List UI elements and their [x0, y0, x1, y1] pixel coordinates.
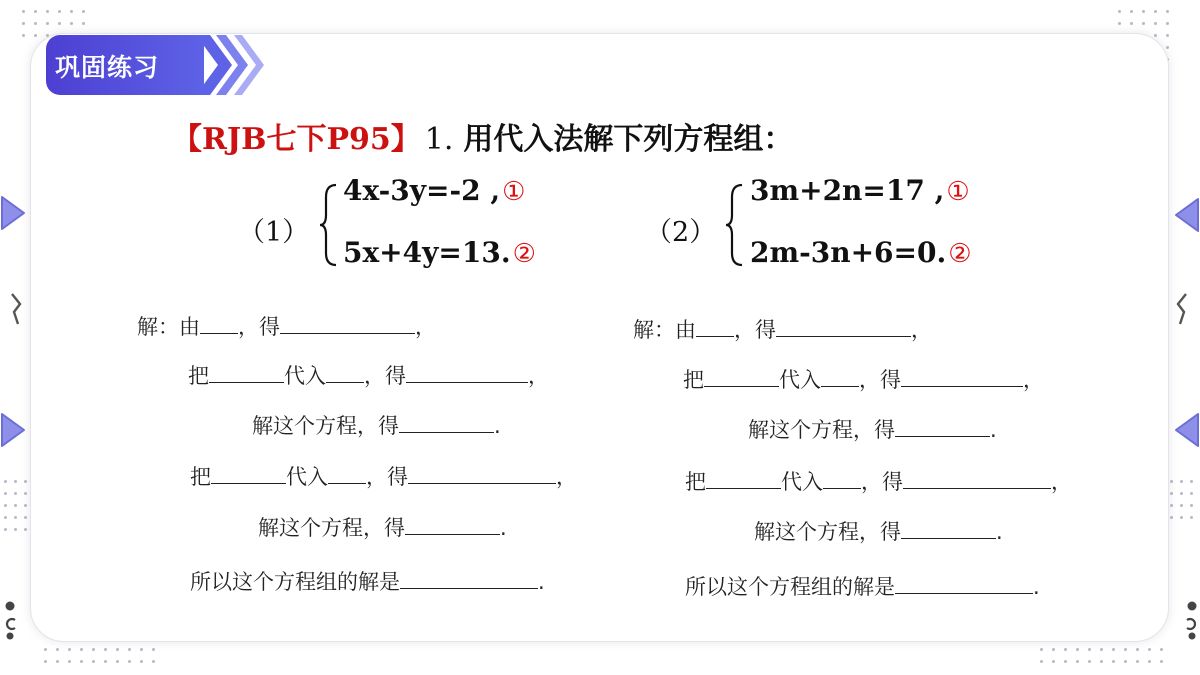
left-triangle-icon: [0, 410, 26, 450]
solution-line: 解这个方程，得 .: [258, 516, 507, 540]
circled-one: ①: [946, 177, 970, 207]
right-triangle-icon: [1174, 410, 1200, 450]
left-brace-icon: [724, 183, 746, 267]
answer-blank[interactable]: [895, 573, 1033, 594]
textbook-reference: 【RJB七下P95】: [172, 122, 421, 157]
answer-blank[interactable]: [776, 316, 911, 337]
left-triangle-icon: [0, 193, 26, 233]
squiggle-icon: [8, 292, 26, 326]
equation-2: 2m-3n+6=0.②: [750, 236, 972, 269]
answer-blank[interactable]: [696, 316, 734, 337]
problem-label: （1）: [238, 217, 310, 248]
answer-blank[interactable]: [405, 514, 500, 535]
equation-1: 3m+2n=17 ,①: [750, 174, 970, 207]
answer-blank[interactable]: [706, 468, 781, 489]
answer-blank[interactable]: [399, 412, 494, 433]
answer-blank[interactable]: [821, 366, 859, 387]
question-text: 用代入法解下列方程组：: [463, 122, 794, 157]
answer-blank[interactable]: [209, 362, 284, 383]
circled-two: ②: [512, 239, 536, 269]
section-title: 巩固练习: [55, 53, 160, 82]
circled-one: ①: [502, 177, 526, 207]
solution-line: 把 代入 ，得 ，: [188, 364, 549, 388]
answer-blank[interactable]: [280, 313, 415, 334]
squiggle-icon: [1172, 292, 1190, 326]
right-triangle-icon: [1174, 195, 1200, 235]
answer-blank[interactable]: [901, 366, 1023, 387]
solution-line: 所以这个方程组的解是 .: [190, 570, 545, 594]
answer-blank[interactable]: [326, 362, 364, 383]
dot-cluster-icon: [2, 600, 20, 640]
solution-line: 把 代入 ，得 ，: [685, 470, 1072, 494]
left-brace-icon: [318, 183, 340, 267]
solution-line: 把 代入 ，得 ，: [190, 465, 577, 489]
answer-blank[interactable]: [328, 463, 366, 484]
answer-blank[interactable]: [895, 416, 990, 437]
dot-grid-right-side: [1170, 480, 1194, 540]
question-title: [172, 114, 793, 158]
equation-2: 5x+4y=13.②: [343, 236, 536, 269]
solution-line: 解这个方程，得 .: [754, 520, 1003, 544]
dot-cluster-icon: [1182, 600, 1200, 640]
circled-two: ②: [948, 239, 972, 269]
dot-grid-left-side: [4, 480, 28, 540]
answer-blank[interactable]: [704, 366, 779, 387]
equation-1: 4x-3y=-2 ,①: [343, 174, 526, 207]
answer-blank[interactable]: [823, 468, 861, 489]
solution-line: 解：由 ，得 ，: [633, 318, 932, 342]
answer-blank[interactable]: [901, 518, 996, 539]
chevron-icon: [196, 35, 266, 95]
answer-blank[interactable]: [903, 468, 1051, 489]
answer-blank[interactable]: [211, 463, 286, 484]
problem-label: （2）: [645, 217, 717, 248]
solution-line: 把 代入 ，得 ，: [683, 368, 1044, 392]
solution-line: 解这个方程，得 .: [252, 414, 501, 438]
solution-line: 解这个方程，得 .: [748, 418, 997, 442]
dot-grid-bottom-right: [1040, 648, 1170, 672]
dot-grid-bottom-left: [44, 648, 164, 672]
answer-blank[interactable]: [400, 568, 538, 589]
answer-blank[interactable]: [200, 313, 238, 334]
question-number: 1.: [424, 122, 454, 157]
answer-blank[interactable]: [408, 463, 556, 484]
answer-blank[interactable]: [406, 362, 528, 383]
solution-line: 所以这个方程组的解是 .: [685, 575, 1040, 599]
solution-line: 解：由 ，得 ，: [137, 315, 436, 339]
